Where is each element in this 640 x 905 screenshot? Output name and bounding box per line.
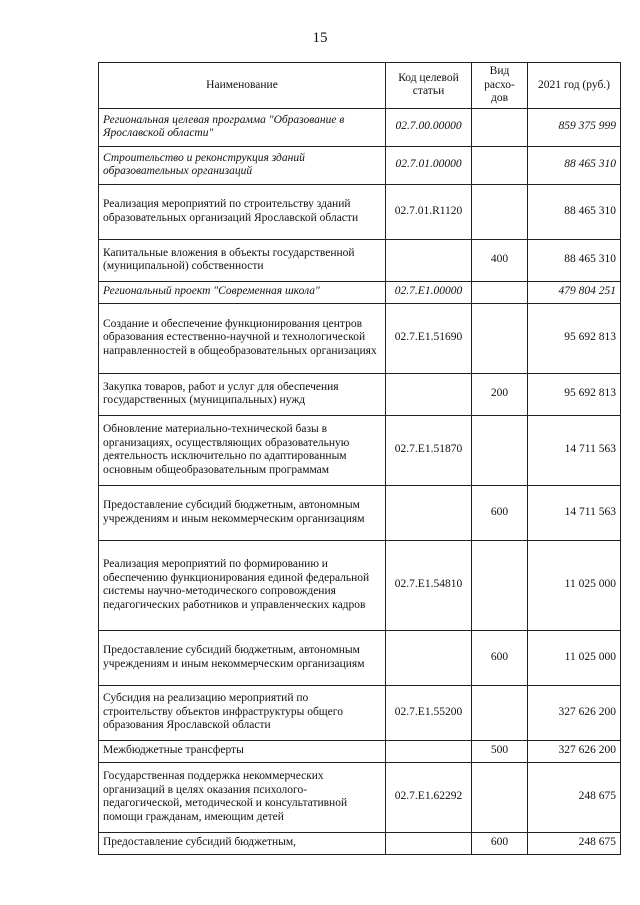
table-row [99,630,621,685]
cell-name: Региональная целевая программа "Образование в Ярославской области" [99,108,386,146]
table-row [99,685,621,740]
cell-name: Межбюджетные трансферты [99,740,386,762]
cell-sum: 88 465 310 [528,239,621,281]
cell-type: 500 [472,740,528,762]
cell-type [472,146,528,184]
table-header-row [99,63,621,109]
cell-sum: 14 711 563 [528,485,621,540]
cell-type [472,281,528,303]
cell-type [472,415,528,485]
cell-code [386,373,472,415]
table-row [99,239,621,281]
cell-code: 02.7.E1.62292 [386,762,472,832]
table-row [99,373,621,415]
cell-code: 02.7.E1.54810 [386,540,472,630]
cell-name: Реализация мероприятий по строительству зданий образовательных организаций Ярославской области [99,184,386,239]
cell-code: 02.7.01.R1120 [386,184,472,239]
cell-name: Субсидия на реализацию мероприятий по строительству объектов инфраструктуры общего образования Ярославской области [99,685,386,740]
cell-sum: 14 711 563 [528,415,621,485]
cell-name: Строительство и реконструкция зданий образовательных организаций [99,146,386,184]
cell-sum: 88 465 310 [528,184,621,239]
table-row [99,740,621,762]
cell-name: Капитальные вложения в объекты государственной (муниципальной) собственности [99,239,386,281]
cell-code: 02.7.01.00000 [386,146,472,184]
cell-type [472,540,528,630]
cell-sum: 95 692 813 [528,303,621,373]
cell-type [472,184,528,239]
cell-sum: 327 626 200 [528,685,621,740]
cell-sum: 95 692 813 [528,373,621,415]
cell-sum: 88 465 310 [528,146,621,184]
budget-table [98,62,621,855]
cell-sum: 248 675 [528,832,621,854]
header-name: Наименование [99,63,386,109]
cell-type [472,303,528,373]
cell-sum: 11 025 000 [528,540,621,630]
cell-name: Региональный проект "Современная школа" [99,281,386,303]
table-row [99,303,621,373]
cell-name: Создание и обеспечение функционирования центров образования естественно-научной и технологической направленностей в общеобразовательных организациях [99,303,386,373]
header-code: Код целевой статьи [386,63,472,109]
cell-code [386,630,472,685]
cell-code [386,485,472,540]
table-row [99,485,621,540]
table-row [99,146,621,184]
table-row [99,540,621,630]
cell-type: 400 [472,239,528,281]
cell-name: Реализация мероприятий по формированию и обеспечению функционирования единой федеральной системы научно-методического сопровождения педагогических работников и управленческих кадров [99,540,386,630]
cell-type: 200 [472,373,528,415]
cell-name: Предоставление субсидий бюджетным, автономным учреждениям и иным некоммерческим организациям [99,485,386,540]
page-number: 15 [312,30,328,46]
cell-code [386,740,472,762]
cell-name: Предоставление субсидий бюджетным, автономным учреждениям и иным некоммерческим организациям [99,630,386,685]
cell-code: 02.7.00.00000 [386,108,472,146]
cell-name: Обновление материально-технической базы в организациях, осуществляющих образовательную деятельность исключительно по адаптированным основным общеобразовательным программам [99,415,386,485]
table-row [99,281,621,303]
table-row [99,108,621,146]
cell-sum: 11 025 000 [528,630,621,685]
cell-type [472,108,528,146]
cell-code: 02.7.E1.00000 [386,281,472,303]
cell-code: 02.7.E1.51870 [386,415,472,485]
cell-code: 02.7.E1.51690 [386,303,472,373]
cell-name: Государственная поддержка некоммерческих организаций в целях оказания психолого-педагогической, методической и консультативной помощи гражданам, имеющим детей [99,762,386,832]
cell-code [386,239,472,281]
cell-type: 600 [472,832,528,854]
table-row [99,184,621,239]
cell-name: Закупка товаров, работ и услуг для обеспечения государственных (муниципальных) нужд [99,373,386,415]
table-row [99,762,621,832]
cell-code: 02.7.E1.55200 [386,685,472,740]
cell-sum: 859 375 999 [528,108,621,146]
cell-sum: 479 804 251 [528,281,621,303]
cell-sum: 248 675 [528,762,621,832]
table-row [99,415,621,485]
cell-name: Предоставление субсидий бюджетным, [99,832,386,854]
cell-type: 600 [472,630,528,685]
cell-code [386,832,472,854]
header-type: Вид расхо-дов [472,63,528,109]
cell-type [472,762,528,832]
table-row [99,832,621,854]
cell-type: 600 [472,485,528,540]
header-sum: 2021 год (руб.) [528,63,621,109]
cell-sum: 327 626 200 [528,740,621,762]
cell-type [472,685,528,740]
